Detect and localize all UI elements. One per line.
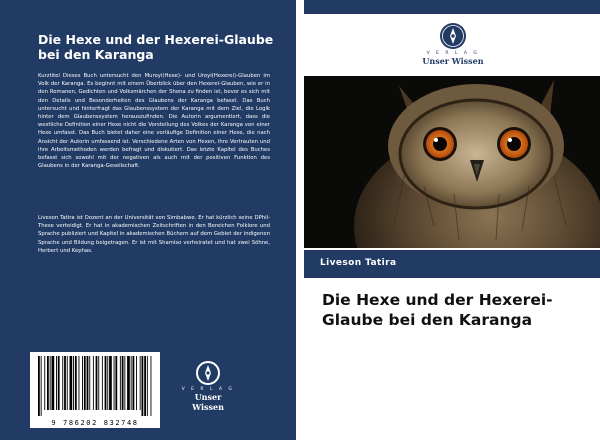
back-publisher-logo (178, 360, 238, 430)
publisher-emblem-icon (439, 22, 467, 50)
isbn-barcode (30, 352, 160, 428)
book-spine (296, 0, 304, 440)
front-cover-title: Die Hexe und der Hexerei-Glaube bei den Karanga (322, 291, 553, 329)
owl-photo (304, 76, 600, 248)
back-cover-title: Die Hexe und der Hexerei-Glaube bei den Karanga (38, 32, 274, 62)
barcode-icon (30, 352, 160, 416)
top-color-band (304, 0, 600, 14)
front-publisher-logo (410, 22, 496, 70)
author-band (304, 250, 600, 278)
back-cover (0, 0, 296, 440)
author-name: Liveson Tatira (320, 258, 397, 268)
publisher-name: Unser Wissen (422, 56, 484, 66)
book-description: Kurztitel Dieses Buch untersucht den Muroyi(Hexe)- und Uroyi(Hexerei)-Glauben im Volk der Karanga. Es beginnt mit einem Überblick über den Hexerei-Glauben, wie er in den Romanen, Gedichten und Volksmärchen der Shona zu finden ist, bevor es sich mit den Details und Besonderheiten des Glaubens der Karanga befasst. Das Buch untersucht und hinterfragt das Glaubenssystem der Karanga mit dem Ziel, die Logik hinter dem Glaubenssystem herauszufinden. Die Autorin argumentiert, dass die westliche Definition einer Hexe nicht die Vorstellung des Volkes der Karanga von einer Hexe umfasst. Das Buch bietet daher eine vorläufige Definition einer Hexe, die nach Ansicht der Autorin umfassend ist. Verschiedene Arten von Hexen, ihre Vertrauten und ihre Arbeitsmethoden werden befragt und diskutiert. Das letzte Kapitel des Buches befasst sich sowohl mit der negativen als auch mit der positiven Funktion des Glaubens in der Karanga-Gesellschaft. (38, 73, 270, 170)
publisher-verlag-label: V E R L A G (181, 387, 235, 392)
owl-image-icon (304, 76, 600, 248)
front-cover (304, 0, 600, 440)
publisher-emblem-icon (195, 360, 221, 386)
publisher-verlag-label: V E R L A G (426, 51, 480, 56)
author-biography: Liveson Tatira ist Dozent an der Universität von Simbabwe. Er hat kürzlich seine DPhil-These verteidigt. Er hat in akademischen Zeitschriften in den Bereichen Folklore und Sprache publiziert und Kapitel in akademischen Büchern auf dem Gebiet der indigenen Sprache und Bildung beigetragen. Er ist mit Shamiso verheiratet und hat zwei Söhne, Herbert und Kephas. (38, 215, 270, 254)
isbn-number: 9 786202 832748 (51, 419, 139, 427)
publisher-name: Unser Wissen (192, 392, 224, 412)
